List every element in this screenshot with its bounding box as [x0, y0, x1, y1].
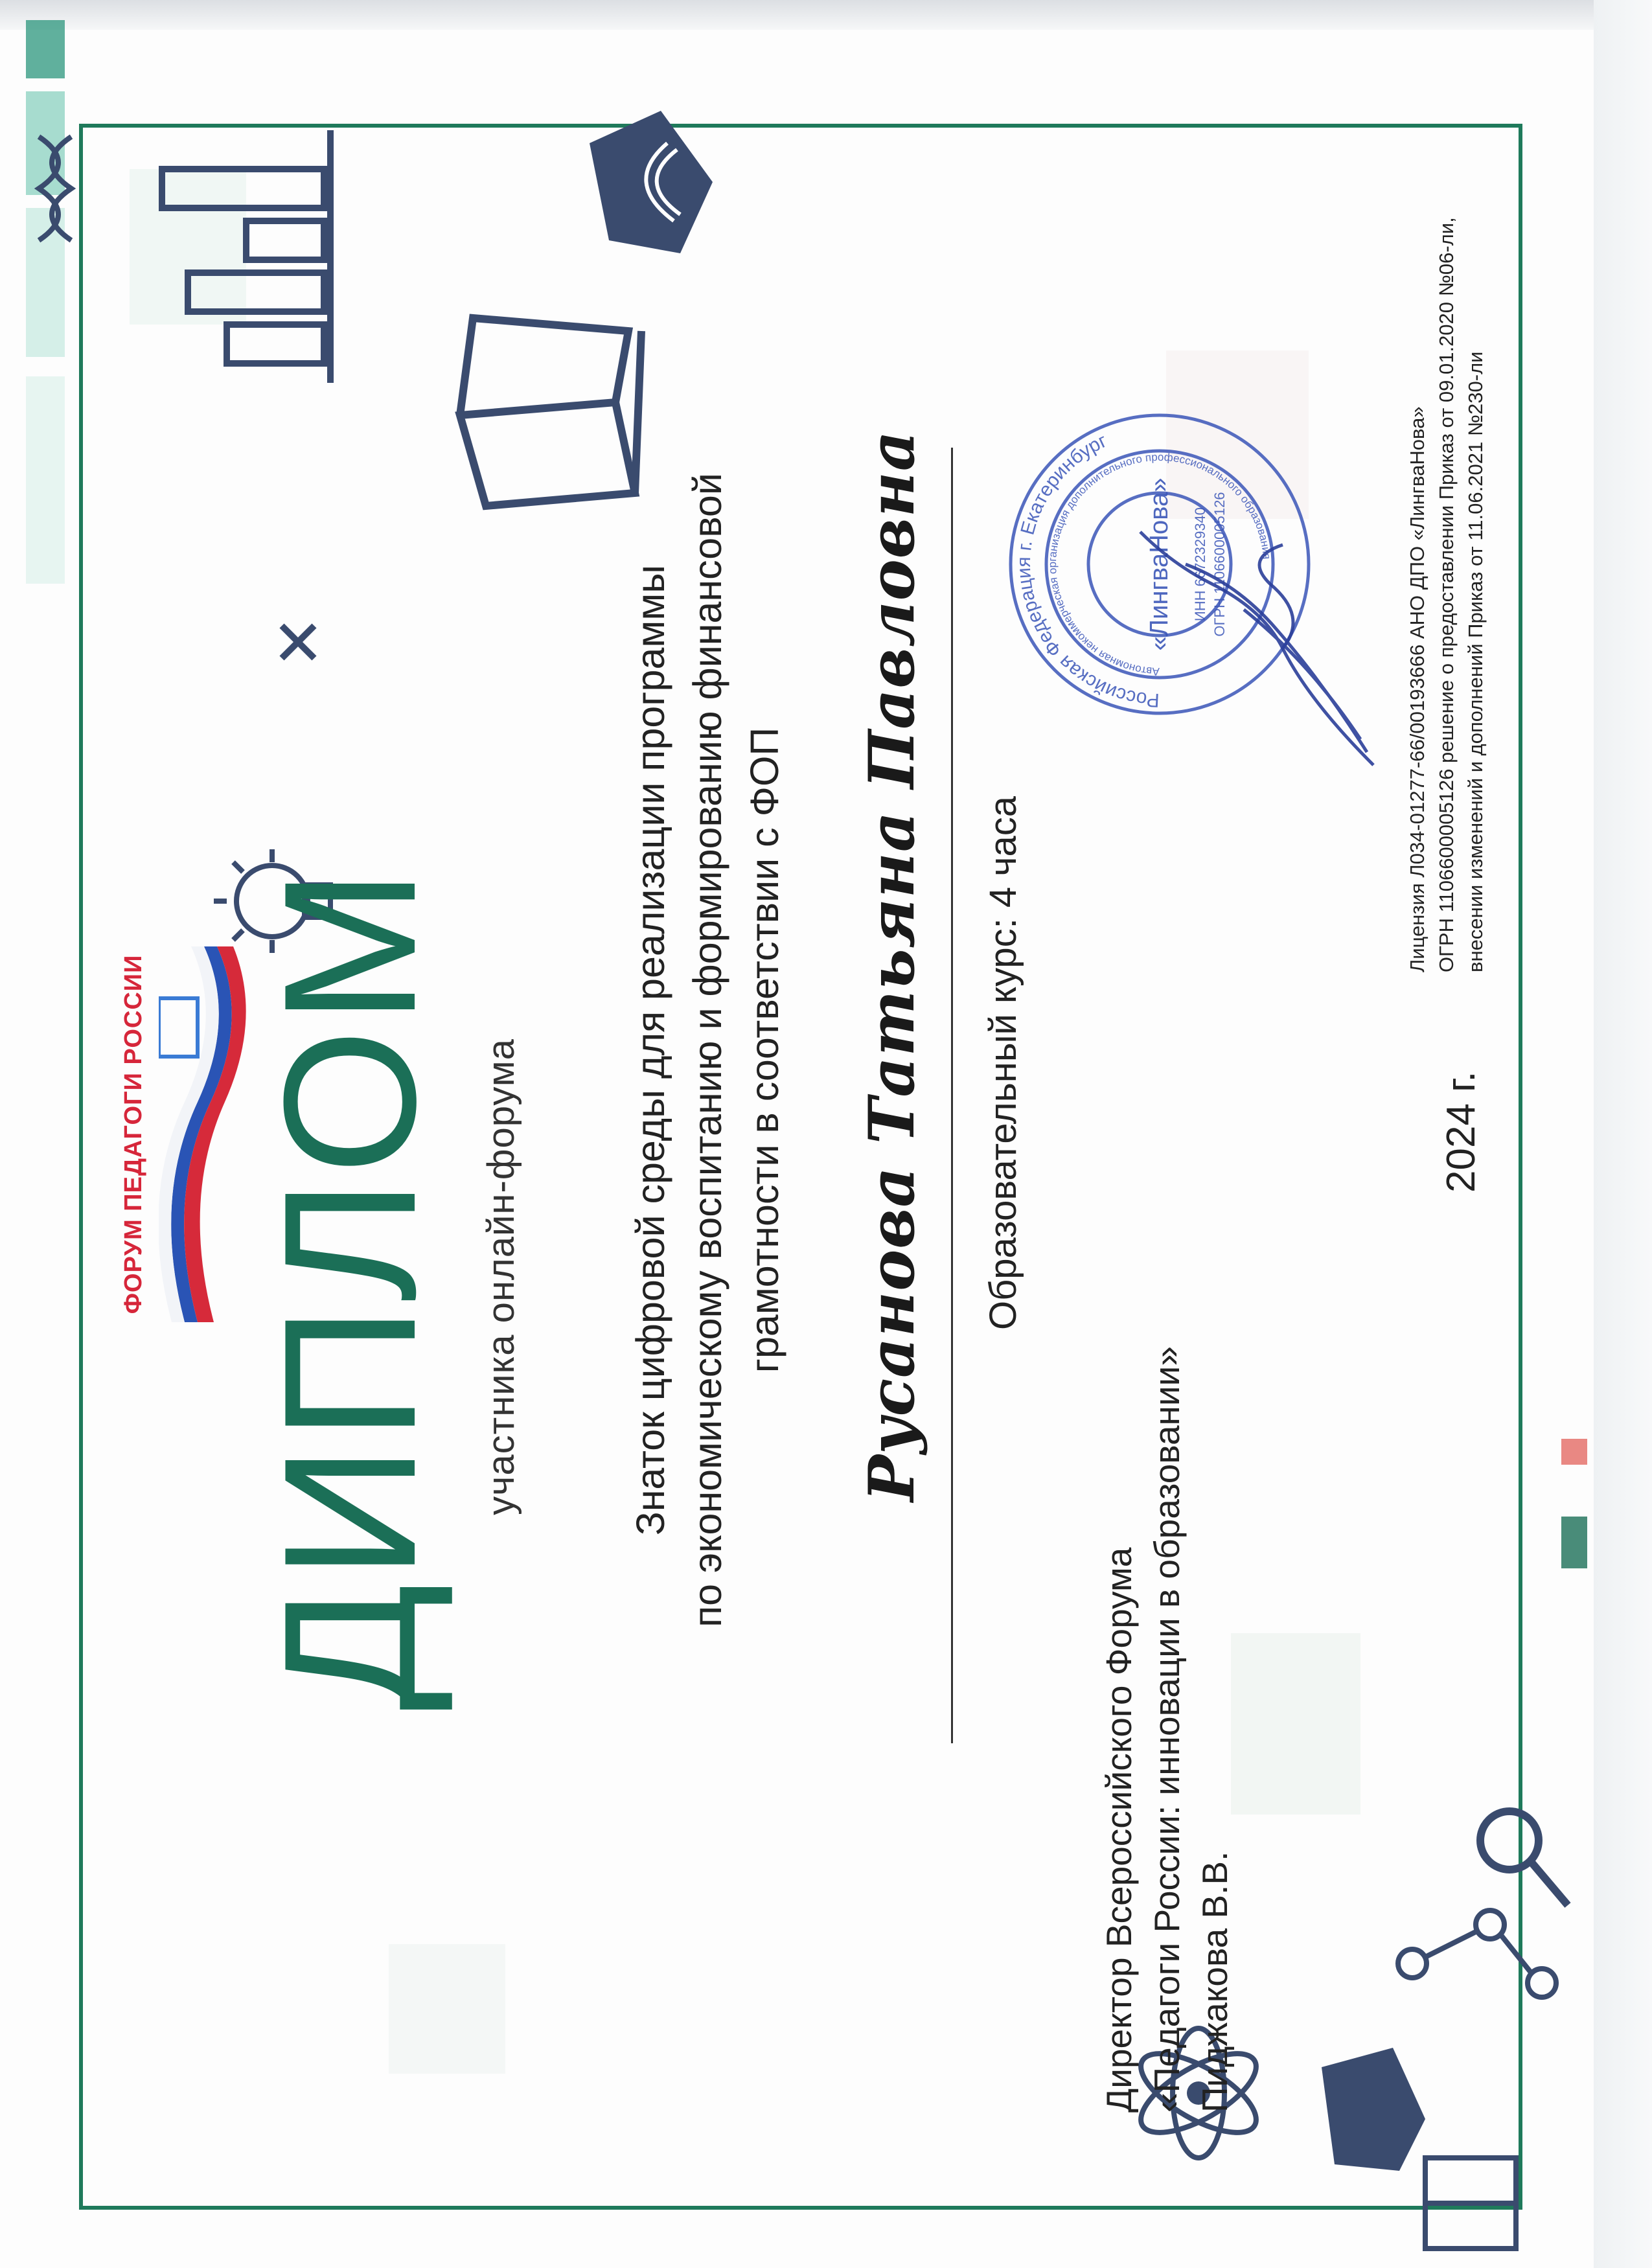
open-book-icon [434, 286, 648, 532]
logo-text: ФОРУМ ПЕДАГОГИ РОССИИ [120, 954, 147, 1314]
stamp-ring-text: Российская Федерация г. Екатеринбург [1013, 430, 1160, 711]
book-outline-icon [1406, 2138, 1535, 2268]
program-line: Знаток цифровой среды для реализации программы [628, 564, 672, 1536]
license-line: Лицензия Л034-01277-66/00193666 АНО ДПО «ЛингваНова» [1406, 406, 1428, 972]
director-block [1095, 1335, 1239, 2113]
program-title [622, 266, 793, 1834]
director-forum: «Педагоги России: инновации в образовании» [1147, 1346, 1187, 2113]
forum-logo [120, 927, 249, 1342]
program-line: по экономическому воспитанию и формированию финансовой [685, 473, 729, 1627]
program-line: грамотности в соответствии с ФОП [742, 727, 786, 1373]
license-info [1403, 40, 1490, 972]
issue-year: 2024 г. [1439, 1071, 1484, 1193]
bar-chart-icon [149, 117, 343, 389]
magnifier-icon [1471, 1789, 1574, 1918]
stamp-ogrn: ОГРН 1106600005126 [1211, 492, 1228, 637]
course-hours: Образовательный курс: 4 часа [982, 796, 1024, 1331]
name-underline [951, 448, 953, 1743]
amendments-line: внесении изменений и дополнений Приказ от 11.06.2021 №230-ли [1464, 351, 1487, 972]
ogrn-line: ОГРН 1106600005126 решение о предоставлении Приказ от 09.01.2020 №06-ли, [1435, 217, 1458, 972]
stamp-inner-text: Автономная некоммерческая организация дополнительного профессионального образования [1046, 450, 1273, 678]
recipient-name: Русанова Татьяна Павловна [855, 430, 928, 1502]
stamp-center-text: «ЛингваНова» [1145, 477, 1173, 651]
diploma-subtitle: участника онлайн-форума [480, 1038, 522, 1515]
director-title: Директор Всероссийского Форума [1099, 1547, 1139, 2113]
book-stack-icon [570, 98, 732, 260]
dna-icon [26, 117, 84, 247]
director-signature [1114, 477, 1386, 778]
director-name: Пиджакова В.В. [1195, 1851, 1235, 2113]
cross-icon [272, 616, 324, 668]
flag-ribbon-icon [159, 940, 249, 1329]
stamp-inn: ИНН 6672329340 [1192, 507, 1208, 622]
diploma-title: ДИПЛОМ [245, 864, 455, 1711]
